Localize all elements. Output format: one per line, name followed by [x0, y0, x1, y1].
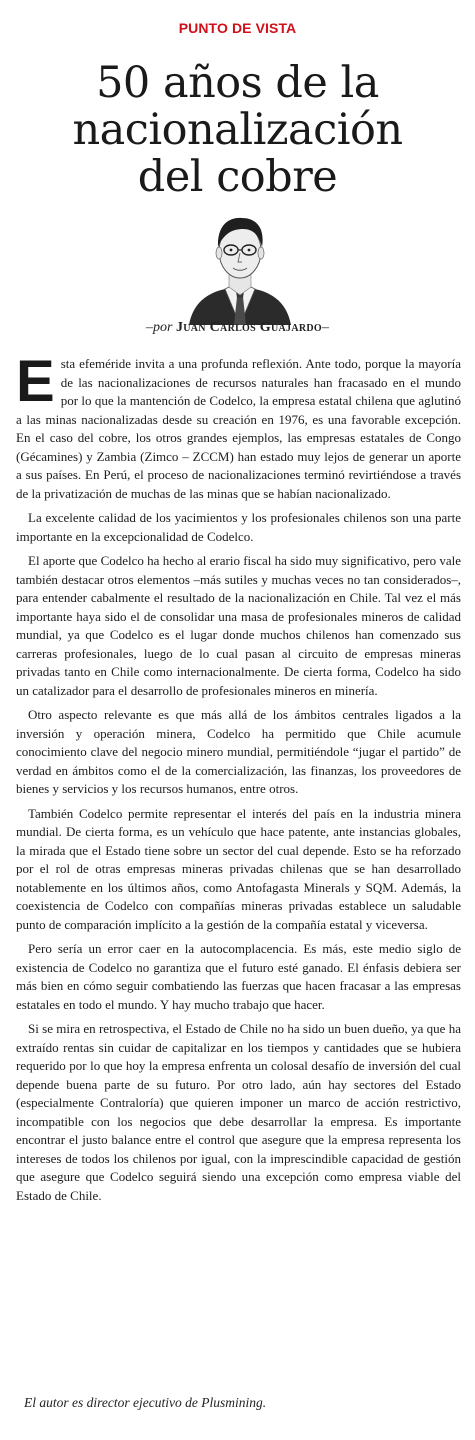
- section-label: PUNTO DE VISTA: [178, 20, 297, 36]
- byline: [0, 320, 475, 336]
- article-body: [16, 349, 461, 1211]
- headline-line-2: nacionalización: [72, 105, 403, 155]
- byline-suffix: –: [321, 320, 329, 335]
- author-portrait: [185, 205, 295, 325]
- byline-prefix: –por: [146, 320, 173, 335]
- headline-line-3: del cobre: [137, 152, 338, 202]
- headline-line-1: 50 años de la: [96, 58, 379, 108]
- article-paragraph-1: Esta efeméride invita a una profunda reflexión. Ante todo, porque la mayoría de las nacionalizaciones de recursos naturales han fracasado en el mundo por lo que la mantención de Codelco, la empresa estatal chilena que aglutinó a las minas nacionalizadas desde su creación en 1976, es una favorable excepción. En el caso del cobre, los otros grandes ejemplos, las empresas estatales de Congo (Gécamines) y Zambia (Zimco – ZCCM) han estado muy lejos de generar un aporte a sus países. En Perú, el proceso de nacionalizaciones terminó revirtiéndose a través de la privatización de muchas de las minas que se habían nacionalizado.: [16, 349, 461, 501]
- article-paragraph-7: Si se mira en retrospectiva, el Estado de Chile no ha sido un buen dueño, ya que ha extraído rentas sin cuidar de capitalizar en los tiempos y cantidades que se hubiera requerido por lo que hoy la empresa enfrenta un colosal desafío de inversión del cual depende buena parte de su futuro. Por otro lado, aún hay sectores del Estado (especialmente Contraloría) que quieren imponer un marco de acción restrictivo, incompatible con los negocios que debe desarrollar la empresa. Es importante encontrar el justo balance entre el control que asegure que la empresa representa los intereses de todos los chilenos por igual, con la imprescindible capacidad de gestión que asegure que Codelco seguirá siendo una excepción como empresa viable del Estado de Chile.: [16, 1021, 461, 1203]
- article-paragraph-3: El aporte que Codelco ha hecho al erario fiscal ha sido muy significativo, pero vale también destacar otros elementos –más sutiles y muchas veces no tan considerados–, para entender cabalmente el resultado de la nacionalización en Chile. Tal vez el más importante haya sido el de consolidar una masa de profesionales mineros de calidad mundial, ya que Codelco es el lugar donde muchos chilenos han comenzado sus carreras profesionales, luego de lo cual pasan al circuito de empresas mineras privadas tanto en Chile como internacionalmente. De cierta forma, Codelco ha sido un catalizador para el desarrollo de profesionales mineros en minería.: [16, 553, 461, 698]
- article-paragraph-6: Pero sería un error caer en la autocomplacencia. Es más, este medio siglo de existencia de Codelco no garantiza que el futuro esté ganado. El énfasis debiera ser más bien en cómo seguir combatiendo las fuerzas que hacen fracasar a las empresas estatales en todo el mundo. Y hay mucho trabajo que hacer.: [16, 941, 461, 1012]
- byline-author: Juan Carlos Guajardo: [175, 320, 322, 335]
- article-paragraph-2: La excelente calidad de los yacimientos y los profesionales chilenos son una parte importante en la excepcionalidad de Codelco.: [16, 510, 461, 544]
- drop-cap: E: [16, 349, 55, 414]
- article-paragraph-4: Otro aspecto relevante es que más allá de los ámbitos centrales ligados a la inversión y operación minera, Codelco ha permitido que Chile acumule conocimiento clave del negocio minero mundial, permitiéndole “jugar el partido” de verdad en ámbitos como el de la comercialización, las finanzas, los proveedores de bienes y servicios y los recursos humanos, entre otros.: [16, 707, 461, 796]
- headline: [10, 60, 465, 201]
- article-paragraph-5: También Codelco permite representar el interés del país en la industria minera mundial. De cierta forma, es un vehículo que hace patente, ante instancias globales, la mirada que el Estado tiene sobre un sector del cual depende. Esto se ha reforzado por el rol de otras empresas mineras privadas chilenas que se han desarrollado notablemente en los últimos años, como Antofagasta Minerals y SQM. Además, la coexistencia de Codelco con compañías mineras privadas establece un saludable punto de comparación implícito a la gestión de la compañía estatal y viceversa.: [16, 805, 461, 932]
- author-note: El autor es director ejecutivo de Plusmining.: [24, 1395, 267, 1410]
